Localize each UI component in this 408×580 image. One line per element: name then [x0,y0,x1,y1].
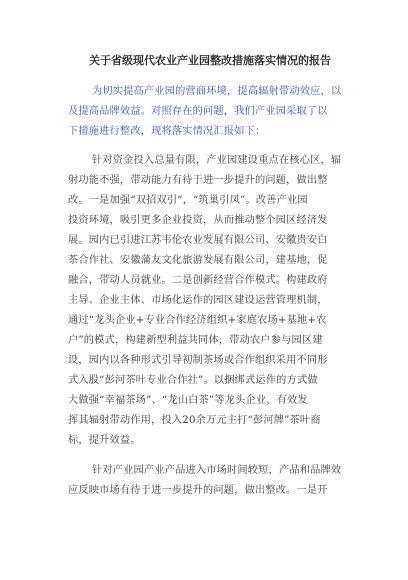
paragraph-line: 及提高品牌效益。对照存在的问题，我们产业园采取了以 [68,106,328,117]
paragraph-line: 户”的模式，构建新型利益共同体，带动农户参与园区建 [68,335,323,346]
paragraph-line: 展。园内已引进江苏韦伦农业发展有限公司、安徽贵安白 [68,235,328,246]
paragraph-line: 融合，带动人员就业。二是创新经营合作模式。构建政府 [68,275,328,286]
paragraph-line: 通过“龙头企业+专业合作经济组织+家庭农场+基地+农 [68,315,327,326]
paragraph-line: 设，园内以各种形式引导初制茶场或合作组织采用不同形 [68,355,328,366]
paragraph-line: 改。一是加强“双招双引”，“筑巢引凤”。改善产业园 [68,195,308,206]
paragraph-line: 针对产业园产业产品进入市场时间较短，产品和品牌效 [92,465,342,476]
paragraph-line: 大做强“幸福茶场”、“龙山白茶”等龙头企业，有效发 [68,395,308,406]
paragraph-line: 下措施进行整改，现将落实情况汇报如下： [68,126,266,137]
paragraph-line: 式入股“彭河茶叶专业合作社”。以捆绑式运作的方式做 [68,375,318,386]
paragraph-line: 为切实提高产业园的营商环境，提高辐射带动效应，以 [92,86,342,97]
paragraph-line: 射功能不强，带动能力有待于进一步提升的问题，做出整 [68,175,328,186]
paragraph-line: 标，提升效益。 [68,435,141,446]
paragraph-line: 茶合作社、安徽蒲友文化旅游发展有限公司，建基地，促 [68,255,328,266]
paragraph-line: 针对资金投入总量有限，产业园建设重点在核心区，辐 [92,155,342,166]
paragraph-line: 应反映市场有待于进一步提升的问题，做出整改。一是开 [68,485,328,496]
paragraph-line: 投资环境，吸引更多企业投资，从而推动整个园区经济发 [68,215,328,226]
paragraph-line: 主导、企业主体、市场化运作的园区建设运营管理机制， [68,295,328,306]
document-title: 关于省级现代农业产业园整改措施落实情况的报告 [89,54,331,67]
paragraph-line: 挥其辐射带动作用，投入20余万元主打“彭河牌”茶叶商 [68,415,321,426]
